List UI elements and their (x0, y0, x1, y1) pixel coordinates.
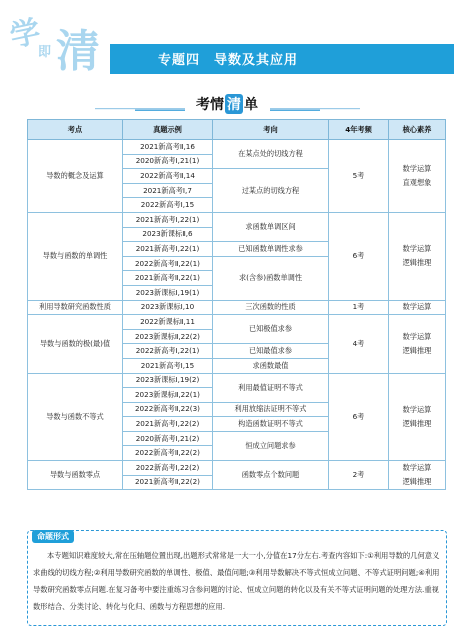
logo-icon (4, 2, 114, 74)
example-cell: 2023新课标Ⅰ,19(2) (123, 373, 213, 388)
table-header-row (28, 120, 446, 140)
svg-text:清: 清 (56, 26, 100, 74)
col-header: 核心素养 (389, 120, 446, 140)
freq-cell: 5考 (329, 140, 389, 213)
section-heading (0, 94, 454, 116)
svg-text:学: 学 (6, 14, 44, 55)
example-cell: 2022新高考Ⅰ,15 (123, 198, 213, 213)
section-title-b: 单 (244, 97, 258, 113)
topic-cell: 导数与函数的单调性 (28, 212, 123, 300)
col-header: 真题示例 (123, 120, 213, 140)
example-cell: 2023新课标Ⅰ,10 (123, 300, 213, 315)
freq-cell: 2考 (329, 461, 389, 490)
left-divider-icon (95, 108, 185, 111)
example-cell: 2022新课标Ⅱ,11 (123, 315, 213, 330)
svg-text:即: 即 (38, 45, 52, 60)
example-cell: 2021新高考Ⅱ,22(1) (123, 271, 213, 286)
example-cell: 2021新高考Ⅰ,22(2) (123, 417, 213, 432)
topic-cell: 导数与函数不等式 (28, 373, 123, 461)
direction-cell: 过某点的切线方程 (213, 169, 329, 213)
direction-cell: 利用最值证明不等式 (213, 373, 329, 402)
example-cell: 2022新高考Ⅱ,14 (123, 169, 213, 184)
freq-cell: 6考 (329, 212, 389, 300)
example-cell: 2021新高考Ⅰ,22(1) (123, 242, 213, 257)
freq-cell: 4考 (329, 315, 389, 373)
table-row (28, 373, 446, 388)
direction-cell: 求(含参)函数单调性 (213, 256, 329, 300)
table-row (28, 140, 446, 155)
section-title-a: 考情 (196, 97, 224, 113)
literacy-cell: 数学运算 (389, 300, 446, 315)
direction-cell: 三次函数的性质 (213, 300, 329, 315)
freq-cell: 1考 (329, 300, 389, 315)
literacy-cell: 数学运算 逻辑推理 (389, 373, 446, 461)
freq-cell: 6考 (329, 373, 389, 461)
example-cell: 2022新高考Ⅰ,22(1) (123, 344, 213, 359)
example-cell: 2022新高考Ⅱ,22(3) (123, 402, 213, 417)
direction-cell: 已知极值求参 (213, 315, 329, 344)
example-cell: 2020新高考Ⅰ,21(1) (123, 154, 213, 169)
example-cell: 2021新高考Ⅰ,22(1) (123, 212, 213, 227)
direction-cell: 函数零点个数问题 (213, 461, 329, 490)
note-text: 本专题知识难度较大,常在压轴题位置出现,出题形式常常是一大一小,分值在17分左右.考查内容如下:①利用导数的几何意义求曲线的切线方程;②利用导数研究函数的单调性、极值、最值问题;③利用导数解决不等式恒成立问题、不等式证明问题;④利用导数研究函数零点问题.在复习备考中要注重练习含参问题的讨论、恒成立问题的转化以及有关不等式证明问题的处理方法.重视数形结合、分类讨论、转化与化归、函数与方程思想的应用. (33, 551, 440, 611)
example-cell: 2023新课标Ⅱ,22(2) (123, 329, 213, 344)
example-cell: 2022新高考Ⅱ,22(1) (123, 256, 213, 271)
direction-cell: 求函数最值 (213, 358, 329, 373)
example-cell: 2023新课标Ⅱ,22(1) (123, 388, 213, 403)
topic-cell: 利用导数研究函数性质 (28, 300, 123, 315)
example-cell: 2023新课标Ⅰ,19(1) (123, 285, 213, 300)
example-cell: 2021新高考Ⅰ,15 (123, 358, 213, 373)
example-cell: 2021新高考Ⅱ,22(2) (123, 475, 213, 490)
table-row (28, 212, 446, 227)
direction-cell: 恒成立问题求参 (213, 431, 329, 460)
header-banner (0, 0, 454, 74)
table-row (28, 300, 446, 315)
example-cell: 2020新高考Ⅰ,21(2) (123, 431, 213, 446)
literacy-cell: 数学运算 逻辑推理 (389, 212, 446, 300)
col-header: 考向 (213, 120, 329, 140)
direction-cell: 已知函数单调性求参 (213, 242, 329, 257)
direction-cell: 构造函数证明不等式 (213, 417, 329, 432)
table-row (28, 315, 446, 330)
example-cell: 2021新高考Ⅰ,7 (123, 183, 213, 198)
literacy-cell: 数学运算 逻辑推理 (389, 315, 446, 373)
direction-cell: 利用放缩法证明不等式 (213, 402, 329, 417)
table-row (28, 461, 446, 476)
topic-cell: 导数与函数的极(最)值 (28, 315, 123, 373)
col-header: 考点 (28, 120, 123, 140)
exam-table (27, 119, 446, 490)
literacy-cell: 数学运算 直观想象 (389, 140, 446, 213)
literacy-cell: 数学运算 逻辑推理 (389, 461, 446, 490)
chapter-title: 专题四 导数及其应用 (158, 53, 299, 68)
topic-cell: 导数与函数零点 (28, 461, 123, 490)
direction-cell: 在某点处的切线方程 (213, 140, 329, 169)
example-cell: 2022新高考Ⅱ,22(2) (123, 446, 213, 461)
example-cell: 2023新课标Ⅱ,6 (123, 227, 213, 242)
note-label: 命题形式 (32, 530, 74, 543)
col-header: 4年考频 (329, 120, 389, 140)
example-cell: 2022新高考Ⅰ,22(2) (123, 461, 213, 476)
example-cell: 2021新高考Ⅱ,16 (123, 140, 213, 155)
direction-cell: 求函数单调区间 (213, 212, 329, 241)
section-title-highlight: 清 (225, 94, 243, 114)
direction-cell: 已知最值求参 (213, 344, 329, 359)
topic-cell: 导数的概念及运算 (28, 140, 123, 213)
right-divider-icon (270, 108, 360, 111)
